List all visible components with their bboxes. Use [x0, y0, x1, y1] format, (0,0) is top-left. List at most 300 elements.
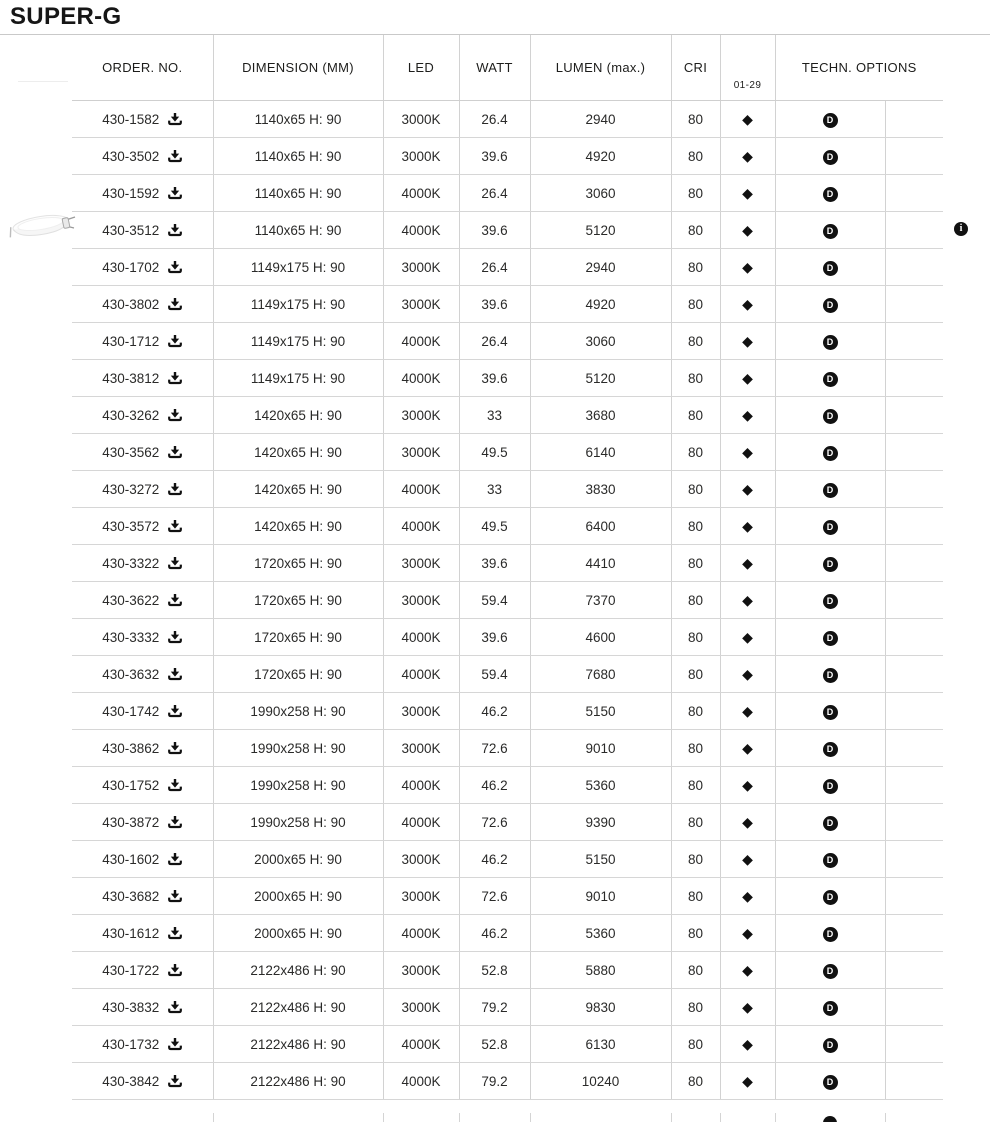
diamond-icon: ◆	[742, 813, 753, 830]
cell-order-no	[72, 323, 213, 360]
cell-cri: 80	[671, 175, 720, 212]
cell-techn-option	[775, 212, 885, 249]
table-body	[72, 101, 943, 1100]
cell-techn-empty	[885, 471, 943, 508]
diamond-icon: ◆	[742, 147, 753, 164]
cell-cri: 80	[671, 101, 720, 138]
dimmable-icon[interactable]: D	[823, 483, 838, 498]
col-header-dimension: DIMENSION (MM)	[213, 35, 383, 101]
diamond-icon: ◆	[742, 258, 753, 275]
cell-watt: 59.4	[459, 656, 530, 693]
table-row	[72, 249, 943, 286]
cell-techn-empty	[885, 101, 943, 138]
page-title: SUPER-G	[10, 3, 122, 30]
cell-led: 4000K	[383, 323, 459, 360]
dimmable-icon[interactable]: D	[823, 261, 838, 276]
cell-led: 3000K	[383, 249, 459, 286]
table-row	[72, 545, 943, 582]
cell-range-symbol	[720, 582, 775, 619]
cell-lumen: 10240	[530, 1063, 671, 1100]
cell-techn-option	[775, 101, 885, 138]
order-number: 430-1722	[102, 962, 160, 978]
cell-order-no	[72, 286, 213, 323]
cell-dimension: 1140x65 H: 90	[213, 101, 383, 138]
cell-techn-empty	[885, 767, 943, 804]
cell-techn-option	[775, 138, 885, 175]
cell-range-symbol	[720, 508, 775, 545]
order-number: 430-1602	[102, 851, 160, 867]
dimmable-icon[interactable]: D	[823, 1075, 838, 1090]
table-row	[72, 101, 943, 138]
cell-techn-empty	[885, 138, 943, 175]
diamond-icon: ◆	[742, 517, 753, 534]
order-number: 430-3272	[102, 481, 160, 497]
cell-techn-option	[775, 730, 885, 767]
next-section-column-rule	[775, 1113, 776, 1122]
cell-order-no	[72, 767, 213, 804]
dimmable-icon[interactable]: D	[823, 335, 838, 350]
cell-order-no	[72, 101, 213, 138]
diamond-icon: ◆	[742, 480, 753, 497]
cell-cri: 80	[671, 545, 720, 582]
diamond-icon: ◆	[742, 998, 753, 1015]
dimmable-icon[interactable]: D	[823, 742, 838, 757]
diamond-icon: ◆	[742, 1072, 753, 1089]
cell-watt: 39.6	[459, 360, 530, 397]
cell-order-no	[72, 952, 213, 989]
cell-techn-empty	[885, 508, 943, 545]
cell-cri: 80	[671, 804, 720, 841]
cell-watt: 52.8	[459, 1026, 530, 1063]
cell-cri: 80	[671, 878, 720, 915]
cell-techn-option	[775, 434, 885, 471]
download-icon[interactable]	[168, 298, 182, 311]
cell-cri: 80	[671, 1026, 720, 1063]
cell-cri: 80	[671, 360, 720, 397]
diamond-icon: ◆	[742, 332, 753, 349]
cell-watt: 52.8	[459, 952, 530, 989]
order-number: 430-1612	[102, 925, 160, 941]
download-icon[interactable]	[168, 668, 182, 681]
order-number: 430-3572	[102, 518, 160, 534]
dimmable-icon[interactable]: D	[823, 927, 838, 942]
cell-techn-option	[775, 693, 885, 730]
cell-led: 4000K	[383, 767, 459, 804]
cell-watt: 79.2	[459, 989, 530, 1026]
cell-dimension: 1140x65 H: 90	[213, 138, 383, 175]
download-icon[interactable]	[168, 409, 182, 422]
cell-range-symbol	[720, 212, 775, 249]
cell-dimension: 1720x65 H: 90	[213, 582, 383, 619]
cell-cri: 80	[671, 582, 720, 619]
cell-order-no	[72, 878, 213, 915]
cell-range-symbol	[720, 730, 775, 767]
cell-lumen: 9010	[530, 730, 671, 767]
cell-order-no	[72, 471, 213, 508]
diamond-icon: ◆	[742, 887, 753, 904]
order-number: 430-1712	[102, 333, 160, 349]
table-row	[72, 656, 943, 693]
dimmable-icon[interactable]: D	[823, 446, 838, 461]
cell-dimension: 1420x65 H: 90	[213, 434, 383, 471]
info-icon[interactable]: i	[954, 222, 968, 236]
cell-order-no	[72, 360, 213, 397]
cell-watt: 46.2	[459, 841, 530, 878]
table-row	[72, 508, 943, 545]
col-header-range-01-29: 01-29	[720, 35, 775, 101]
cell-range-symbol	[720, 841, 775, 878]
cell-watt: 49.5	[459, 434, 530, 471]
cell-lumen: 9010	[530, 878, 671, 915]
cell-led: 3000K	[383, 952, 459, 989]
cell-cri: 80	[671, 508, 720, 545]
cell-techn-empty	[885, 989, 943, 1026]
cell-order-no	[72, 249, 213, 286]
cell-range-symbol	[720, 175, 775, 212]
cell-lumen: 2940	[530, 101, 671, 138]
download-icon[interactable]	[168, 446, 182, 459]
cell-range-symbol	[720, 545, 775, 582]
cell-dimension: 2122x486 H: 90	[213, 989, 383, 1026]
cell-range-symbol	[720, 767, 775, 804]
cell-lumen: 5120	[530, 360, 671, 397]
next-section-column-rule	[671, 1113, 672, 1122]
cell-dimension: 1990x258 H: 90	[213, 804, 383, 841]
cell-lumen: 5120	[530, 212, 671, 249]
cell-order-no	[72, 841, 213, 878]
dimmable-icon[interactable]: D	[823, 594, 838, 609]
cell-lumen: 5880	[530, 952, 671, 989]
dimmable-icon[interactable]: D	[823, 1001, 838, 1016]
cell-techn-option	[775, 989, 885, 1026]
cell-range-symbol	[720, 101, 775, 138]
diamond-icon: ◆	[742, 776, 753, 793]
diamond-icon: ◆	[742, 739, 753, 756]
dimmable-icon[interactable]: D	[823, 779, 838, 794]
product-photo-edge	[18, 81, 68, 82]
cell-led: 3000K	[383, 878, 459, 915]
cell-led: 4000K	[383, 804, 459, 841]
dimmable-icon[interactable]: D	[823, 890, 838, 905]
cell-techn-option	[775, 1026, 885, 1063]
col-header-order-no: ORDER. NO.	[72, 35, 213, 101]
cell-lumen: 5150	[530, 693, 671, 730]
next-section-column-rule	[383, 1113, 384, 1122]
download-icon[interactable]	[168, 557, 182, 570]
cell-cri: 80	[671, 397, 720, 434]
cell-led: 3000K	[383, 545, 459, 582]
cell-lumen: 3060	[530, 323, 671, 360]
cell-lumen: 3830	[530, 471, 671, 508]
download-icon[interactable]	[168, 594, 182, 607]
cell-range-symbol	[720, 619, 775, 656]
cell-techn-empty	[885, 730, 943, 767]
download-icon[interactable]	[168, 890, 182, 903]
cell-watt: 49.5	[459, 508, 530, 545]
cell-techn-empty	[885, 434, 943, 471]
cell-lumen: 4920	[530, 138, 671, 175]
diamond-icon: ◆	[742, 221, 753, 238]
cell-led: 4000K	[383, 212, 459, 249]
cell-order-no	[72, 804, 213, 841]
cell-techn-empty	[885, 175, 943, 212]
cell-lumen: 5360	[530, 915, 671, 952]
col-header-cri: CRI	[671, 35, 720, 101]
cell-dimension: 1990x258 H: 90	[213, 767, 383, 804]
cell-led: 4000K	[383, 175, 459, 212]
dimmable-icon[interactable]: D	[823, 705, 838, 720]
order-number: 430-1702	[102, 259, 160, 275]
cell-lumen: 6400	[530, 508, 671, 545]
cell-led: 4000K	[383, 471, 459, 508]
diamond-icon: ◆	[742, 369, 753, 386]
order-number: 430-3682	[102, 888, 160, 904]
download-icon[interactable]	[168, 224, 182, 237]
cell-cri: 80	[671, 249, 720, 286]
cell-techn-empty	[885, 841, 943, 878]
cell-dimension: 1149x175 H: 90	[213, 249, 383, 286]
table-row	[72, 730, 943, 767]
cell-order-no	[72, 545, 213, 582]
dimmable-icon[interactable]: D	[823, 816, 838, 831]
cell-order-no	[72, 730, 213, 767]
cell-watt: 46.2	[459, 767, 530, 804]
cell-techn-option	[775, 508, 885, 545]
order-number: 430-3262	[102, 407, 160, 423]
table-row	[72, 1026, 943, 1063]
download-icon[interactable]	[168, 187, 182, 200]
cell-techn-option	[775, 1063, 885, 1100]
next-section-column-rule	[459, 1113, 460, 1122]
table-row	[72, 989, 943, 1026]
cell-techn-option	[775, 656, 885, 693]
order-number: 430-3562	[102, 444, 160, 460]
diamond-icon: ◆	[742, 702, 753, 719]
order-number: 430-1742	[102, 703, 160, 719]
diamond-icon: ◆	[742, 184, 753, 201]
cell-lumen: 9830	[530, 989, 671, 1026]
dimmable-icon[interactable]: D	[823, 409, 838, 424]
cell-order-no	[72, 1026, 213, 1063]
download-icon[interactable]	[168, 483, 182, 496]
cell-range-symbol	[720, 434, 775, 471]
order-number: 430-3502	[102, 148, 160, 164]
download-icon[interactable]	[168, 705, 182, 718]
product-photo	[8, 200, 80, 254]
cell-led: 3000K	[383, 138, 459, 175]
dimmable-icon[interactable]: D	[823, 150, 838, 165]
table-row	[72, 397, 943, 434]
diamond-icon: ◆	[742, 850, 753, 867]
cell-watt: 26.4	[459, 175, 530, 212]
cell-techn-empty	[885, 286, 943, 323]
cell-watt: 33	[459, 471, 530, 508]
cell-lumen: 3680	[530, 397, 671, 434]
cell-cri: 80	[671, 323, 720, 360]
cell-techn-option	[775, 841, 885, 878]
download-icon[interactable]	[168, 335, 182, 348]
order-number: 430-3862	[102, 740, 160, 756]
cell-cri: 80	[671, 471, 720, 508]
download-icon[interactable]	[168, 631, 182, 644]
cell-range-symbol	[720, 989, 775, 1026]
cell-dimension: 1149x175 H: 90	[213, 286, 383, 323]
cell-order-no	[72, 915, 213, 952]
cell-lumen: 5150	[530, 841, 671, 878]
dimmable-icon[interactable]: D	[823, 557, 838, 572]
cell-watt: 46.2	[459, 693, 530, 730]
cell-cri: 80	[671, 434, 720, 471]
dimmable-icon[interactable]: D	[823, 668, 838, 683]
cell-watt: 39.6	[459, 619, 530, 656]
col-header-techn-options: TECHN. OPTIONS	[775, 35, 943, 101]
cell-techn-option	[775, 249, 885, 286]
cell-techn-empty	[885, 397, 943, 434]
dimmable-icon[interactable]: D	[823, 187, 838, 202]
cell-dimension: 1420x65 H: 90	[213, 397, 383, 434]
cell-techn-empty	[885, 804, 943, 841]
cell-dimension: 1149x175 H: 90	[213, 323, 383, 360]
diamond-icon: ◆	[742, 554, 753, 571]
cell-watt: 46.2	[459, 915, 530, 952]
cell-cri: 80	[671, 767, 720, 804]
table-row	[72, 841, 943, 878]
cell-order-no	[72, 212, 213, 249]
table-row	[72, 175, 943, 212]
dimmable-icon[interactable]: D	[823, 520, 838, 535]
cell-techn-option	[775, 619, 885, 656]
cell-order-no	[72, 434, 213, 471]
dimmable-icon[interactable]: D	[823, 298, 838, 313]
cell-lumen: 4600	[530, 619, 671, 656]
order-number: 430-1732	[102, 1036, 160, 1052]
cell-led: 3000K	[383, 582, 459, 619]
dimmable-icon[interactable]: D	[823, 631, 838, 646]
cell-lumen: 2940	[530, 249, 671, 286]
cell-order-no	[72, 1063, 213, 1100]
cell-cri: 80	[671, 212, 720, 249]
table-row	[72, 471, 943, 508]
cell-lumen: 4410	[530, 545, 671, 582]
cell-techn-option	[775, 582, 885, 619]
cell-range-symbol	[720, 804, 775, 841]
cell-dimension: 2122x486 H: 90	[213, 1063, 383, 1100]
cell-order-no	[72, 397, 213, 434]
cell-range-symbol	[720, 1063, 775, 1100]
diamond-icon: ◆	[742, 665, 753, 682]
download-icon[interactable]	[168, 372, 182, 385]
cell-techn-empty	[885, 1026, 943, 1063]
cell-led: 4000K	[383, 360, 459, 397]
diamond-icon: ◆	[742, 591, 753, 608]
download-icon[interactable]	[168, 261, 182, 274]
cell-techn-empty	[885, 619, 943, 656]
download-icon[interactable]	[168, 853, 182, 866]
table-row	[72, 582, 943, 619]
cell-range-symbol	[720, 952, 775, 989]
order-number: 430-3632	[102, 666, 160, 682]
diamond-icon: ◆	[742, 443, 753, 460]
cell-cri: 80	[671, 656, 720, 693]
cell-order-no	[72, 582, 213, 619]
cell-dimension: 2122x486 H: 90	[213, 952, 383, 989]
dimmable-icon[interactable]: D	[823, 224, 838, 239]
download-icon[interactable]	[168, 113, 182, 126]
order-number: 430-3332	[102, 629, 160, 645]
dimmable-icon[interactable]: D	[823, 964, 838, 979]
table-header	[72, 35, 943, 101]
cell-techn-empty	[885, 693, 943, 730]
cell-watt: 39.6	[459, 286, 530, 323]
download-icon[interactable]	[168, 964, 182, 977]
download-icon[interactable]	[168, 1038, 182, 1051]
cell-dimension: 1149x175 H: 90	[213, 360, 383, 397]
cell-techn-option	[775, 915, 885, 952]
download-icon[interactable]	[168, 150, 182, 163]
table-row	[72, 323, 943, 360]
cell-dimension: 1720x65 H: 90	[213, 545, 383, 582]
diamond-icon: ◆	[742, 924, 753, 941]
cell-cri: 80	[671, 841, 720, 878]
cell-dimension: 1420x65 H: 90	[213, 471, 383, 508]
cell-led: 3000K	[383, 841, 459, 878]
dimmable-icon[interactable]: D	[823, 113, 838, 128]
next-section-column-rule	[885, 1113, 886, 1122]
cell-led: 3000K	[383, 693, 459, 730]
dimmable-icon[interactable]: D	[823, 853, 838, 868]
cell-order-no	[72, 656, 213, 693]
table-row	[72, 952, 943, 989]
cell-dimension: 2000x65 H: 90	[213, 841, 383, 878]
dimmable-icon[interactable]: D	[823, 372, 838, 387]
download-icon[interactable]	[168, 1001, 182, 1014]
cell-dimension: 1990x258 H: 90	[213, 730, 383, 767]
cell-range-symbol	[720, 360, 775, 397]
cell-techn-option	[775, 767, 885, 804]
order-number: 430-3872	[102, 814, 160, 830]
dimmable-icon[interactable]: D	[823, 1038, 838, 1053]
table-row	[72, 1063, 943, 1100]
download-icon[interactable]	[168, 779, 182, 792]
cell-techn-empty	[885, 582, 943, 619]
order-number: 430-1582	[102, 111, 160, 127]
table-row	[72, 360, 943, 397]
download-icon[interactable]	[168, 520, 182, 533]
cell-range-symbol	[720, 286, 775, 323]
cell-led: 4000K	[383, 619, 459, 656]
cell-led: 3000K	[383, 730, 459, 767]
cell-techn-option	[775, 360, 885, 397]
download-icon[interactable]	[168, 1075, 182, 1088]
cell-techn-empty	[885, 249, 943, 286]
table-row	[72, 619, 943, 656]
download-icon[interactable]	[168, 742, 182, 755]
cell-lumen: 6140	[530, 434, 671, 471]
table-row	[72, 212, 943, 249]
cell-led: 3000K	[383, 434, 459, 471]
cell-range-symbol	[720, 323, 775, 360]
diamond-icon: ◆	[742, 1035, 753, 1052]
cell-led: 3000K	[383, 286, 459, 323]
download-icon[interactable]	[168, 816, 182, 829]
cell-dimension: 1990x258 H: 90	[213, 693, 383, 730]
next-section-column-rule	[213, 1113, 214, 1122]
order-number: 430-3842	[102, 1073, 160, 1089]
cell-dimension: 2122x486 H: 90	[213, 1026, 383, 1063]
cell-range-symbol	[720, 878, 775, 915]
download-icon[interactable]	[168, 927, 182, 940]
cell-techn-empty	[885, 656, 943, 693]
